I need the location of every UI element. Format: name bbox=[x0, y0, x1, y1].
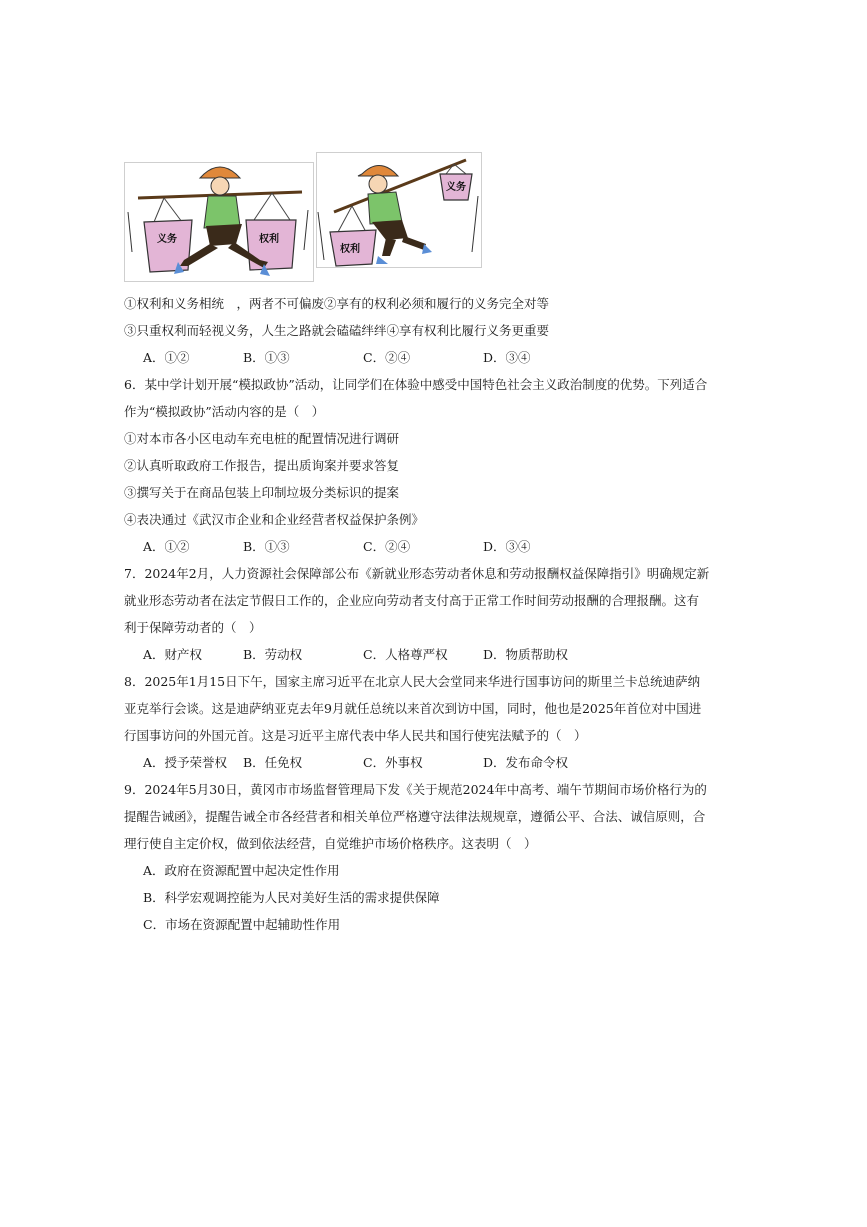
q8-stem-line-3: 行国事访问的外国元首。这是习近平主席代表中华人民共和国行使宪法赋予的（ ） bbox=[124, 728, 587, 743]
q6-option-c[interactable]: C．②④ bbox=[363, 539, 411, 554]
q9-option-c[interactable]: C．市场在资源配置中起辅助性作用 bbox=[143, 917, 341, 932]
q7-option-a[interactable]: A．财产权 bbox=[143, 647, 203, 662]
q8-option-d[interactable]: D．发布命令权 bbox=[483, 755, 569, 770]
cartoon2-bag-low-label: 权利 bbox=[340, 244, 360, 255]
q6-option-a[interactable]: A．①② bbox=[143, 539, 190, 554]
q5-option-c[interactable]: C．②④ bbox=[363, 350, 411, 365]
q6-item-1: ①对本市各小区电动车充电桩的配置情况进行调研 bbox=[124, 431, 400, 446]
q7-stem-line-1: 7．2024年2月，人力资源社会保障部公布《新就业形态劳动者休息和劳动报酬权益保障指引》明确规定新 bbox=[124, 566, 710, 581]
q5-statement-3-4: ③只重权利而轻视义务，人生之路就会磕磕绊绊④享有权利比履行义务更重要 bbox=[124, 323, 550, 338]
q9-stem-line-1: 9．2024年5月30日，黄冈市市场监督管理局下发《关于规范2024年中高考、端午节期间市场价格行为的 bbox=[124, 782, 707, 797]
q6-stem-line-2: 作为“模拟政协”活动内容的是（ ） bbox=[124, 404, 325, 419]
q9-option-b[interactable]: B．科学宏观调控能为人民对美好生活的需求提供保障 bbox=[143, 890, 440, 905]
q8-stem-line-2: 亚克举行会谈。这是迪萨纳亚克去年9月就任总统以来首次到访中国，同时，他也是2025年首位对中国进 bbox=[124, 701, 702, 716]
q6-item-3: ③撰写关于在商品包装上印制垃圾分类标识的提案 bbox=[124, 485, 400, 500]
q6-item-2: ②认真听取政府工作报告，提出质询案并要求答复 bbox=[124, 458, 400, 473]
q7-stem-line-3: 利于保障劳动者的（ ） bbox=[124, 620, 262, 635]
cartoon1-bag-left-label: 义务 bbox=[157, 234, 177, 245]
cartoon1-bag-right-label: 权利 bbox=[259, 234, 279, 245]
q9-option-a[interactable]: A．政府在资源配置中起决定性作用 bbox=[143, 863, 340, 878]
q9-stem-line-3: 理行使自主定价权，做到依法经营，自觉维护市场价格秩序。这表明（ ） bbox=[124, 836, 537, 851]
q8-option-a[interactable]: A．授予荣誉权 bbox=[143, 755, 228, 770]
q6-option-b[interactable]: B．①③ bbox=[243, 539, 290, 554]
q8-option-c[interactable]: C．外事权 bbox=[363, 755, 423, 770]
q5-option-b[interactable]: B．①③ bbox=[243, 350, 290, 365]
q5-statement-1-2: ①权利和义务相统 ，两者不可偏废②享有的权利必须和履行的义务完全对等 bbox=[124, 296, 550, 311]
q6-stem-line-1: 6．某中学计划开展“模拟政协”活动，让同学们在体验中感受中国特色社会主义政治制度的优势。下列适合 bbox=[124, 377, 708, 392]
unbalanced-pole-cartoon bbox=[316, 152, 482, 268]
q7-option-d[interactable]: D．物质帮助权 bbox=[483, 647, 569, 662]
q5-option-a[interactable]: A．①② bbox=[143, 350, 190, 365]
q7-option-c[interactable]: C．人格尊严权 bbox=[363, 647, 448, 662]
q7-stem-line-2: 就业形态劳动者在法定节假日工作的，企业应向劳动者支付高于正常工作时间劳动报酬的合理报酬。这有 bbox=[124, 593, 700, 608]
q6-item-4: ④表决通过《武汉市企业和企业经营者权益保护条例》 bbox=[124, 512, 425, 527]
balanced-pole-cartoon bbox=[124, 162, 314, 282]
q5-option-d[interactable]: D．③④ bbox=[483, 350, 531, 365]
q8-stem-line-1: 8．2025年1月15日下午，国家主席习近平在北京人民大会堂同来华进行国事访问的斯里兰卡总统迪萨纳 bbox=[124, 674, 701, 689]
q7-option-b[interactable]: B．劳动权 bbox=[243, 647, 303, 662]
q9-stem-line-2: 提醒告诫函》，提醒告诫全市各经营者和相关单位严格遵守法律法规规章，遵循公平、合法、诚信原则，合 bbox=[124, 809, 706, 824]
cartoon2-bag-high-label: 义务 bbox=[446, 182, 466, 193]
q6-option-d[interactable]: D．③④ bbox=[483, 539, 531, 554]
q8-option-b[interactable]: B．任免权 bbox=[243, 755, 303, 770]
